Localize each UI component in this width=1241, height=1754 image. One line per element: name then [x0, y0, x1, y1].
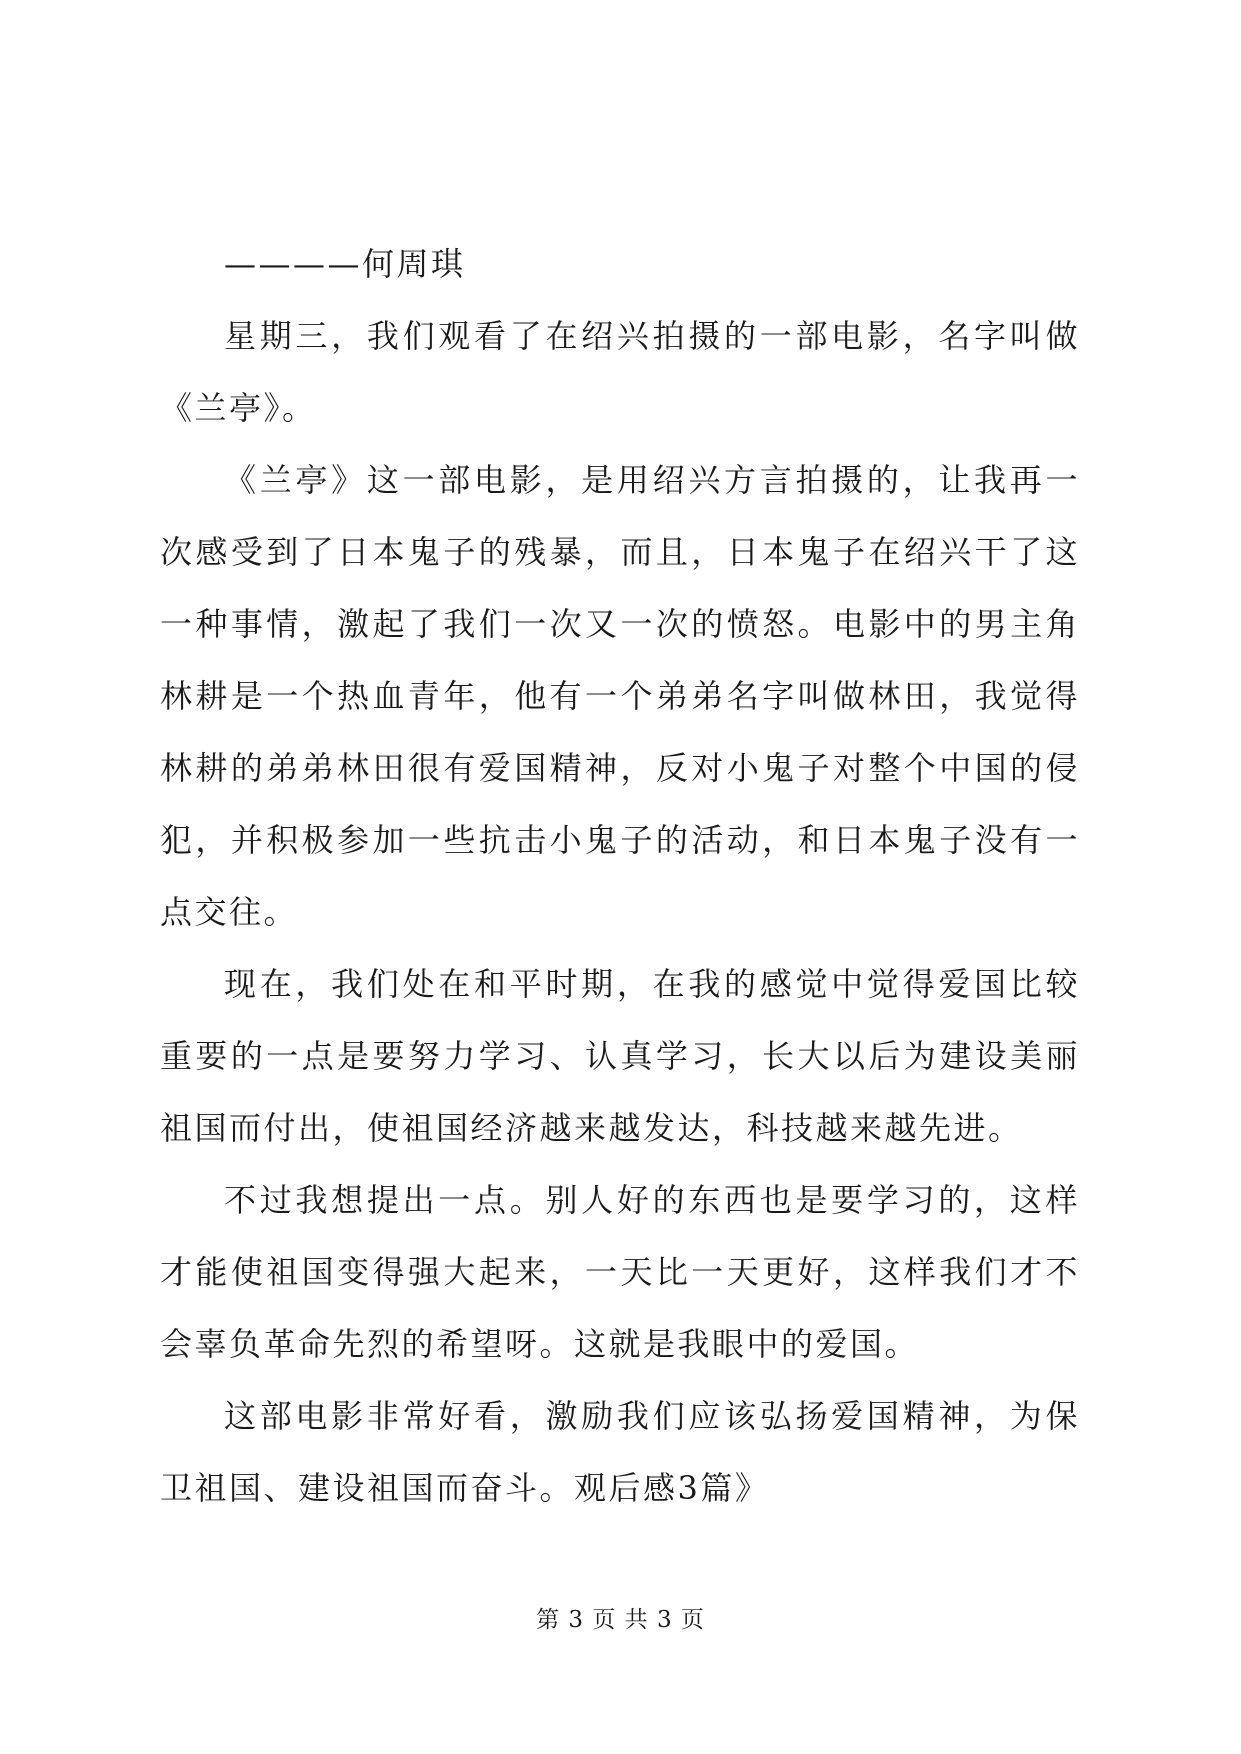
paragraph-5: 这部电影非常好看，激励我们应该弘扬爱国精神，为保卫祖国、建设祖国而奋斗。观后感3篇》 — [160, 1397, 1080, 1507]
document-body — [160, 228, 1080, 1524]
paragraph-4: 不过我想提出一点。别人好的东西也是要学习的，这样才能使祖国变得强大起来，一天比一天更好，这样我们才不会辜负革命先烈的希望呀。这就是我眼中的爱国。 — [160, 1181, 1080, 1363]
paragraph-1: 星期三，我们观看了在绍兴拍摄的一部电影，名字叫做《兰亭》。 — [160, 317, 1080, 427]
author-line: ————何周琪 — [224, 245, 466, 283]
paragraph-2: 《兰亭》这一部电影，是用绍兴方言拍摄的，让我再一次感受到了日本鬼子的残暴，而且，日本鬼子在绍兴干了这一种事情，激起了我们一次又一次的愤怒。电影中的男主角林耕是一个热血青年，他有一个弟弟名字叫做林田，我觉得林耕的弟弟林田很有爱国精神，反对小鬼子对整个中国的侵犯，并积极参加一些抗击小鬼子的活动，和日本鬼子没有一点交往。 — [160, 461, 1080, 931]
page-footer: 第 3 页 共 3 页 — [536, 1607, 705, 1633]
paragraph-3: 现在，我们处在和平时期，在我的感觉中觉得爱国比较重要的一点是要努力学习、认真学习，长大以后为建设美丽祖国而付出，使祖国经济越来越发达，科技越来越先进。 — [160, 965, 1080, 1147]
